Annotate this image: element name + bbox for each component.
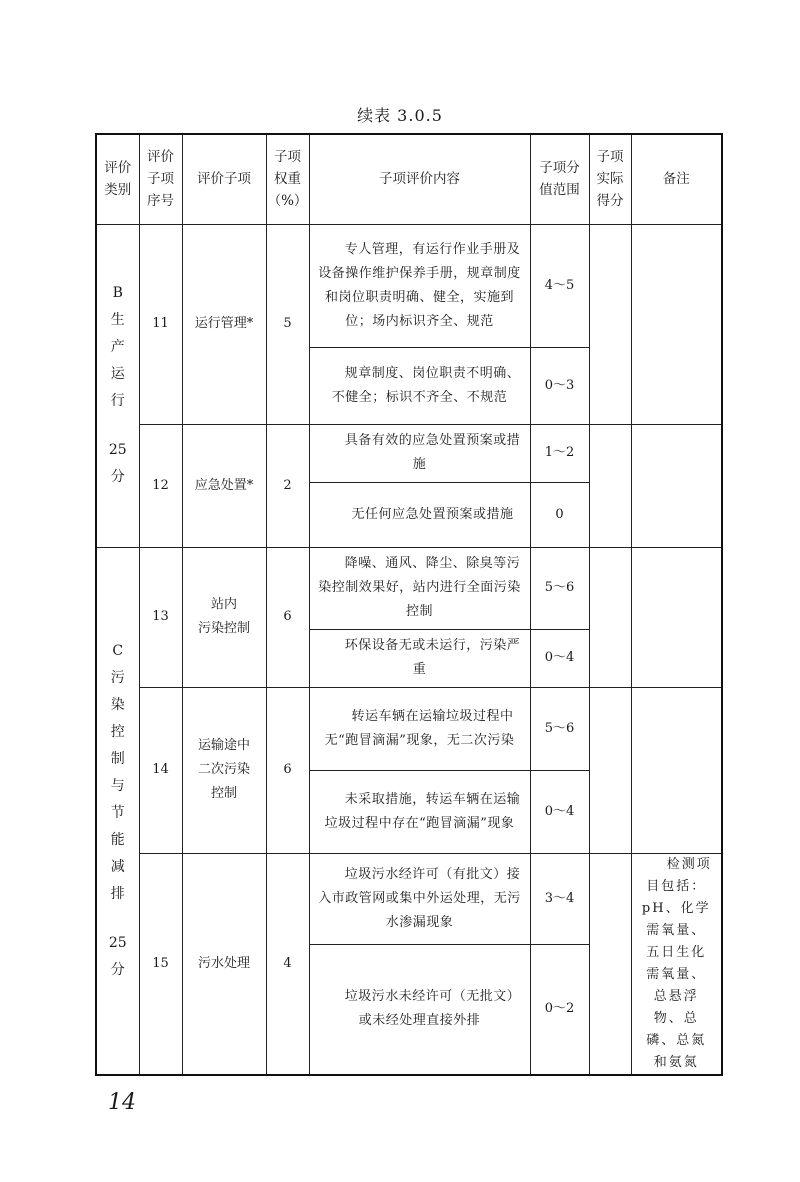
header-category: 评价 类别 (96, 134, 139, 224)
criterion-text: 转运车辆在运输垃圾过程中无“跑冒滴漏”现象，无二次污染 (309, 687, 530, 770)
criterion-text: 具备有效的应急处置预案或措施 (309, 424, 530, 482)
item-weight: 4 (266, 853, 309, 1075)
item-weight: 6 (266, 547, 309, 687)
remark-cell (631, 424, 722, 547)
remark-cell: 检测项目包括：pH、化学需氧量、五日生化需氧量、总悬浮物、总磷、总氮和氨氮 (631, 853, 722, 1075)
criterion-text: 未采取措施，转运车辆在运输垃圾过程中存在“跑冒滴漏”现象 (309, 770, 530, 853)
item-no: 14 (139, 687, 182, 853)
table-row (96, 853, 722, 944)
header-actual: 子项 实际 得分 (589, 134, 631, 224)
item-name: 运输途中 二次污染 控制 (182, 687, 266, 853)
criterion-range: 5～6 (530, 687, 589, 770)
item-no: 11 (139, 224, 182, 424)
item-weight: 6 (266, 687, 309, 853)
item-no: 13 (139, 547, 182, 687)
actual-score-cell (589, 853, 631, 1075)
item-weight: 2 (266, 424, 309, 547)
criterion-range: 0～3 (530, 347, 589, 424)
header-range: 子项分 值范围 (530, 134, 589, 224)
header-item-no: 评价 子项 序号 (139, 134, 182, 224)
page-number: 14 (108, 1090, 136, 1115)
item-name: 污水处理 (182, 853, 266, 1075)
criterion-range: 4～5 (530, 224, 589, 347)
criterion-range: 1～2 (530, 424, 589, 482)
criterion-range: 0～4 (530, 629, 589, 687)
item-weight: 5 (266, 224, 309, 424)
actual-score-cell (589, 547, 631, 687)
table-row (96, 224, 722, 347)
header-item-name: 评价子项 (182, 134, 266, 224)
header-remark: 备注 (631, 134, 722, 224)
criterion-range: 0～4 (530, 770, 589, 853)
header-content: 子项评价内容 (309, 134, 530, 224)
criterion-text: 垃圾污水经许可（有批文）接入市政管网或集中外运处理，无污水渗漏现象 (309, 853, 530, 944)
item-name: 运行管理* (182, 224, 266, 424)
actual-score-cell (589, 424, 631, 547)
criterion-range: 3～4 (530, 853, 589, 944)
item-name: 应急处置* (182, 424, 266, 547)
criterion-text: 垃圾污水未经许可（无批文）或未经处理直接外排 (309, 944, 530, 1074)
item-no: 12 (139, 424, 182, 547)
remark-cell (631, 547, 722, 687)
criterion-text: 降噪、通风、降尘、除臭等污染控制效果好，站内进行全面污染控制 (309, 547, 530, 629)
category-b: B 生 产 运 行 25 分 (96, 224, 139, 547)
actual-score-cell (589, 224, 631, 424)
table-row (96, 687, 722, 770)
criterion-range: 5～6 (530, 547, 589, 629)
criterion-text: 规章制度、岗位职责不明确、不健全；标识不齐全、不规范 (309, 347, 530, 424)
criterion-range: 0～2 (530, 944, 589, 1074)
header-weight: 子项 权重 （%） (266, 134, 309, 224)
header-row (96, 134, 722, 224)
criterion-text: 专人管理，有运行作业手册及设备操作维护保养手册，规章制度和岗位职责明确、健全，实施到位；场内标识齐全、规范 (309, 224, 530, 347)
actual-score-cell (589, 687, 631, 853)
evaluation-table (95, 133, 723, 1076)
item-no: 15 (139, 853, 182, 1075)
table-row (96, 424, 722, 482)
item-name: 站内 污染控制 (182, 547, 266, 687)
remark-cell (631, 687, 722, 853)
criterion-text: 无任何应急处置预案或措施 (309, 482, 530, 547)
criterion-text: 环保设备无或未运行，污染严重 (309, 629, 530, 687)
category-c: C 污 染 控 制 与 节 能 减 排 25 分 (96, 547, 139, 1075)
table-row (96, 547, 722, 629)
table-caption: 续表 3.0.5 (357, 106, 443, 125)
remark-cell (631, 224, 722, 424)
criterion-range: 0 (530, 482, 589, 547)
